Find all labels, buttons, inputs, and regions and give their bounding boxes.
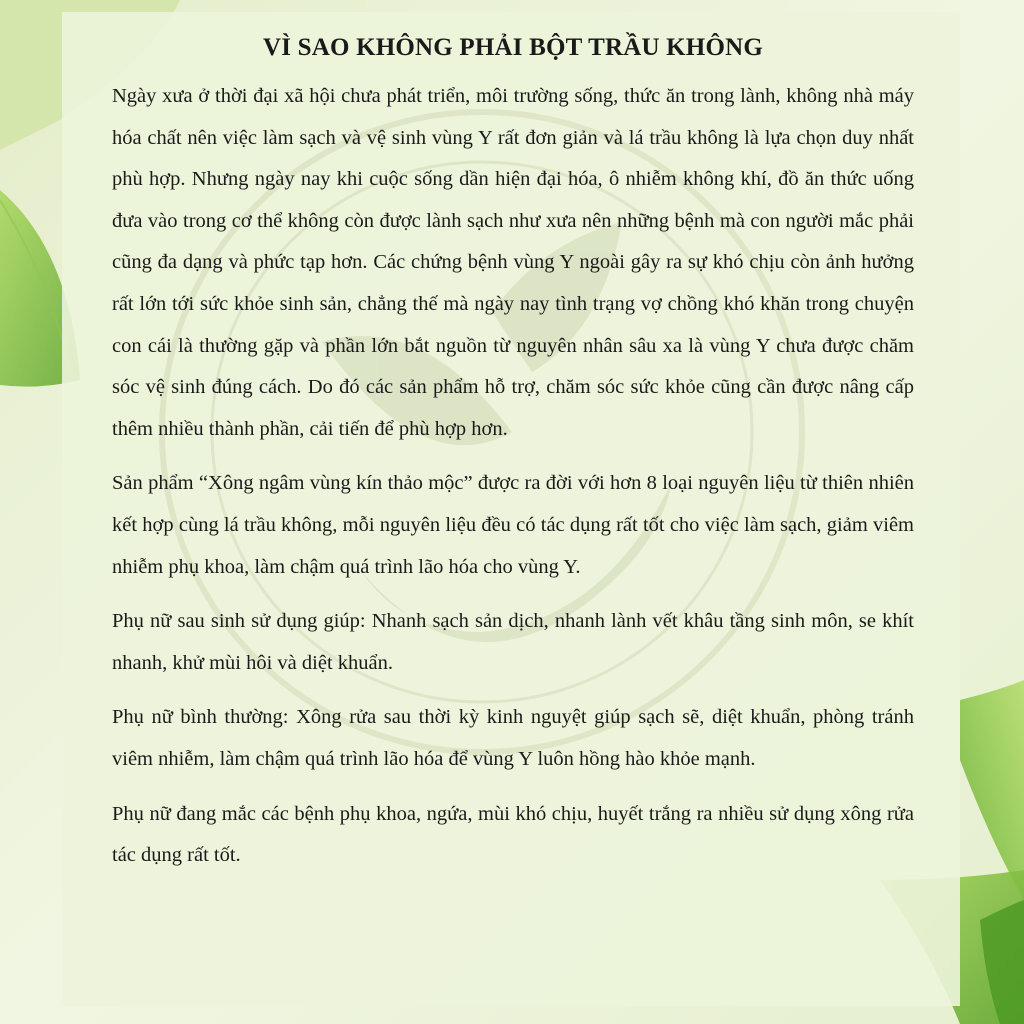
paragraph-postpartum: Phụ nữ sau sinh sử dụng giúp: Nhanh sạch sản dịch, nhanh lành vết khâu tầng sinh môn, se khít nhanh, khử mùi hôi và diệt khuẩn.	[112, 610, 914, 674]
paragraph-intro: Ngày xưa ở thời đại xã hội chưa phát triển, môi trường sống, thức ăn trong lành, không nhà máy hóa chất nên việc làm sạch và vệ sinh vùng Y rất đơn giản và lá trầu không là lựa chọn duy nhất phù hợp. Nhưng ngày nay khi cuộc sống dần hiện đại hóa, ô nhiễm không khí, đồ ăn thức uống đưa vào trong cơ thể không còn được lành sạch như xưa nên những bệnh mà con người mắc phải cũng đa dạng và phức tạp hơn. Các chứng bệnh vùng Y ngoài gây ra sự khó chịu còn ảnh hưởng rất lớn tới sức khỏe sinh sản, chẳng thế mà ngày nay tình trạng vợ chồng khó khăn trong chuyện con cái là thường gặp và phần lớn bắt nguồn từ nguyên nhân sâu xa là vùng Y chưa được chăm sóc vệ sinh đúng cách. Do đó các sản phẩm hỗ trợ, chăm sóc sức khỏe cũng cần được nâng cấp thêm nhiều thành phần, cải tiến để phù hợp hơn.	[112, 85, 914, 440]
article	[112, 26, 914, 890]
paragraph-gynecological: Phụ nữ đang mắc các bệnh phụ khoa, ngứa, mùi khó chịu, huyết trắng ra nhiều sử dụng xông rửa tác dụng rất tốt.	[112, 802, 914, 867]
article-title: VÌ SAO KHÔNG PHẢI BỘT TRẦU KHÔNG	[263, 34, 763, 61]
paragraph-normal: Phụ nữ bình thường: Xông rửa sau thời kỳ kinh nguyệt giúp sạch sẽ, diệt khuẩn, phòng tránh viêm nhiễm, làm chậm quá trình lão hóa để vùng Y luôn hồng hào khỏe mạnh.	[112, 706, 914, 770]
paragraph-product: Sản phẩm “Xông ngâm vùng kín thảo mộc” được ra đời với hơn 8 loại nguyên liệu từ thiên nhiên kết hợp cùng lá trầu không, mỗi nguyên liệu đều có tác dụng rất tốt cho việc làm sạch, giảm viêm nhiễm phụ khoa, làm chậm quá trình lão hóa cho vùng Y.	[112, 472, 914, 578]
